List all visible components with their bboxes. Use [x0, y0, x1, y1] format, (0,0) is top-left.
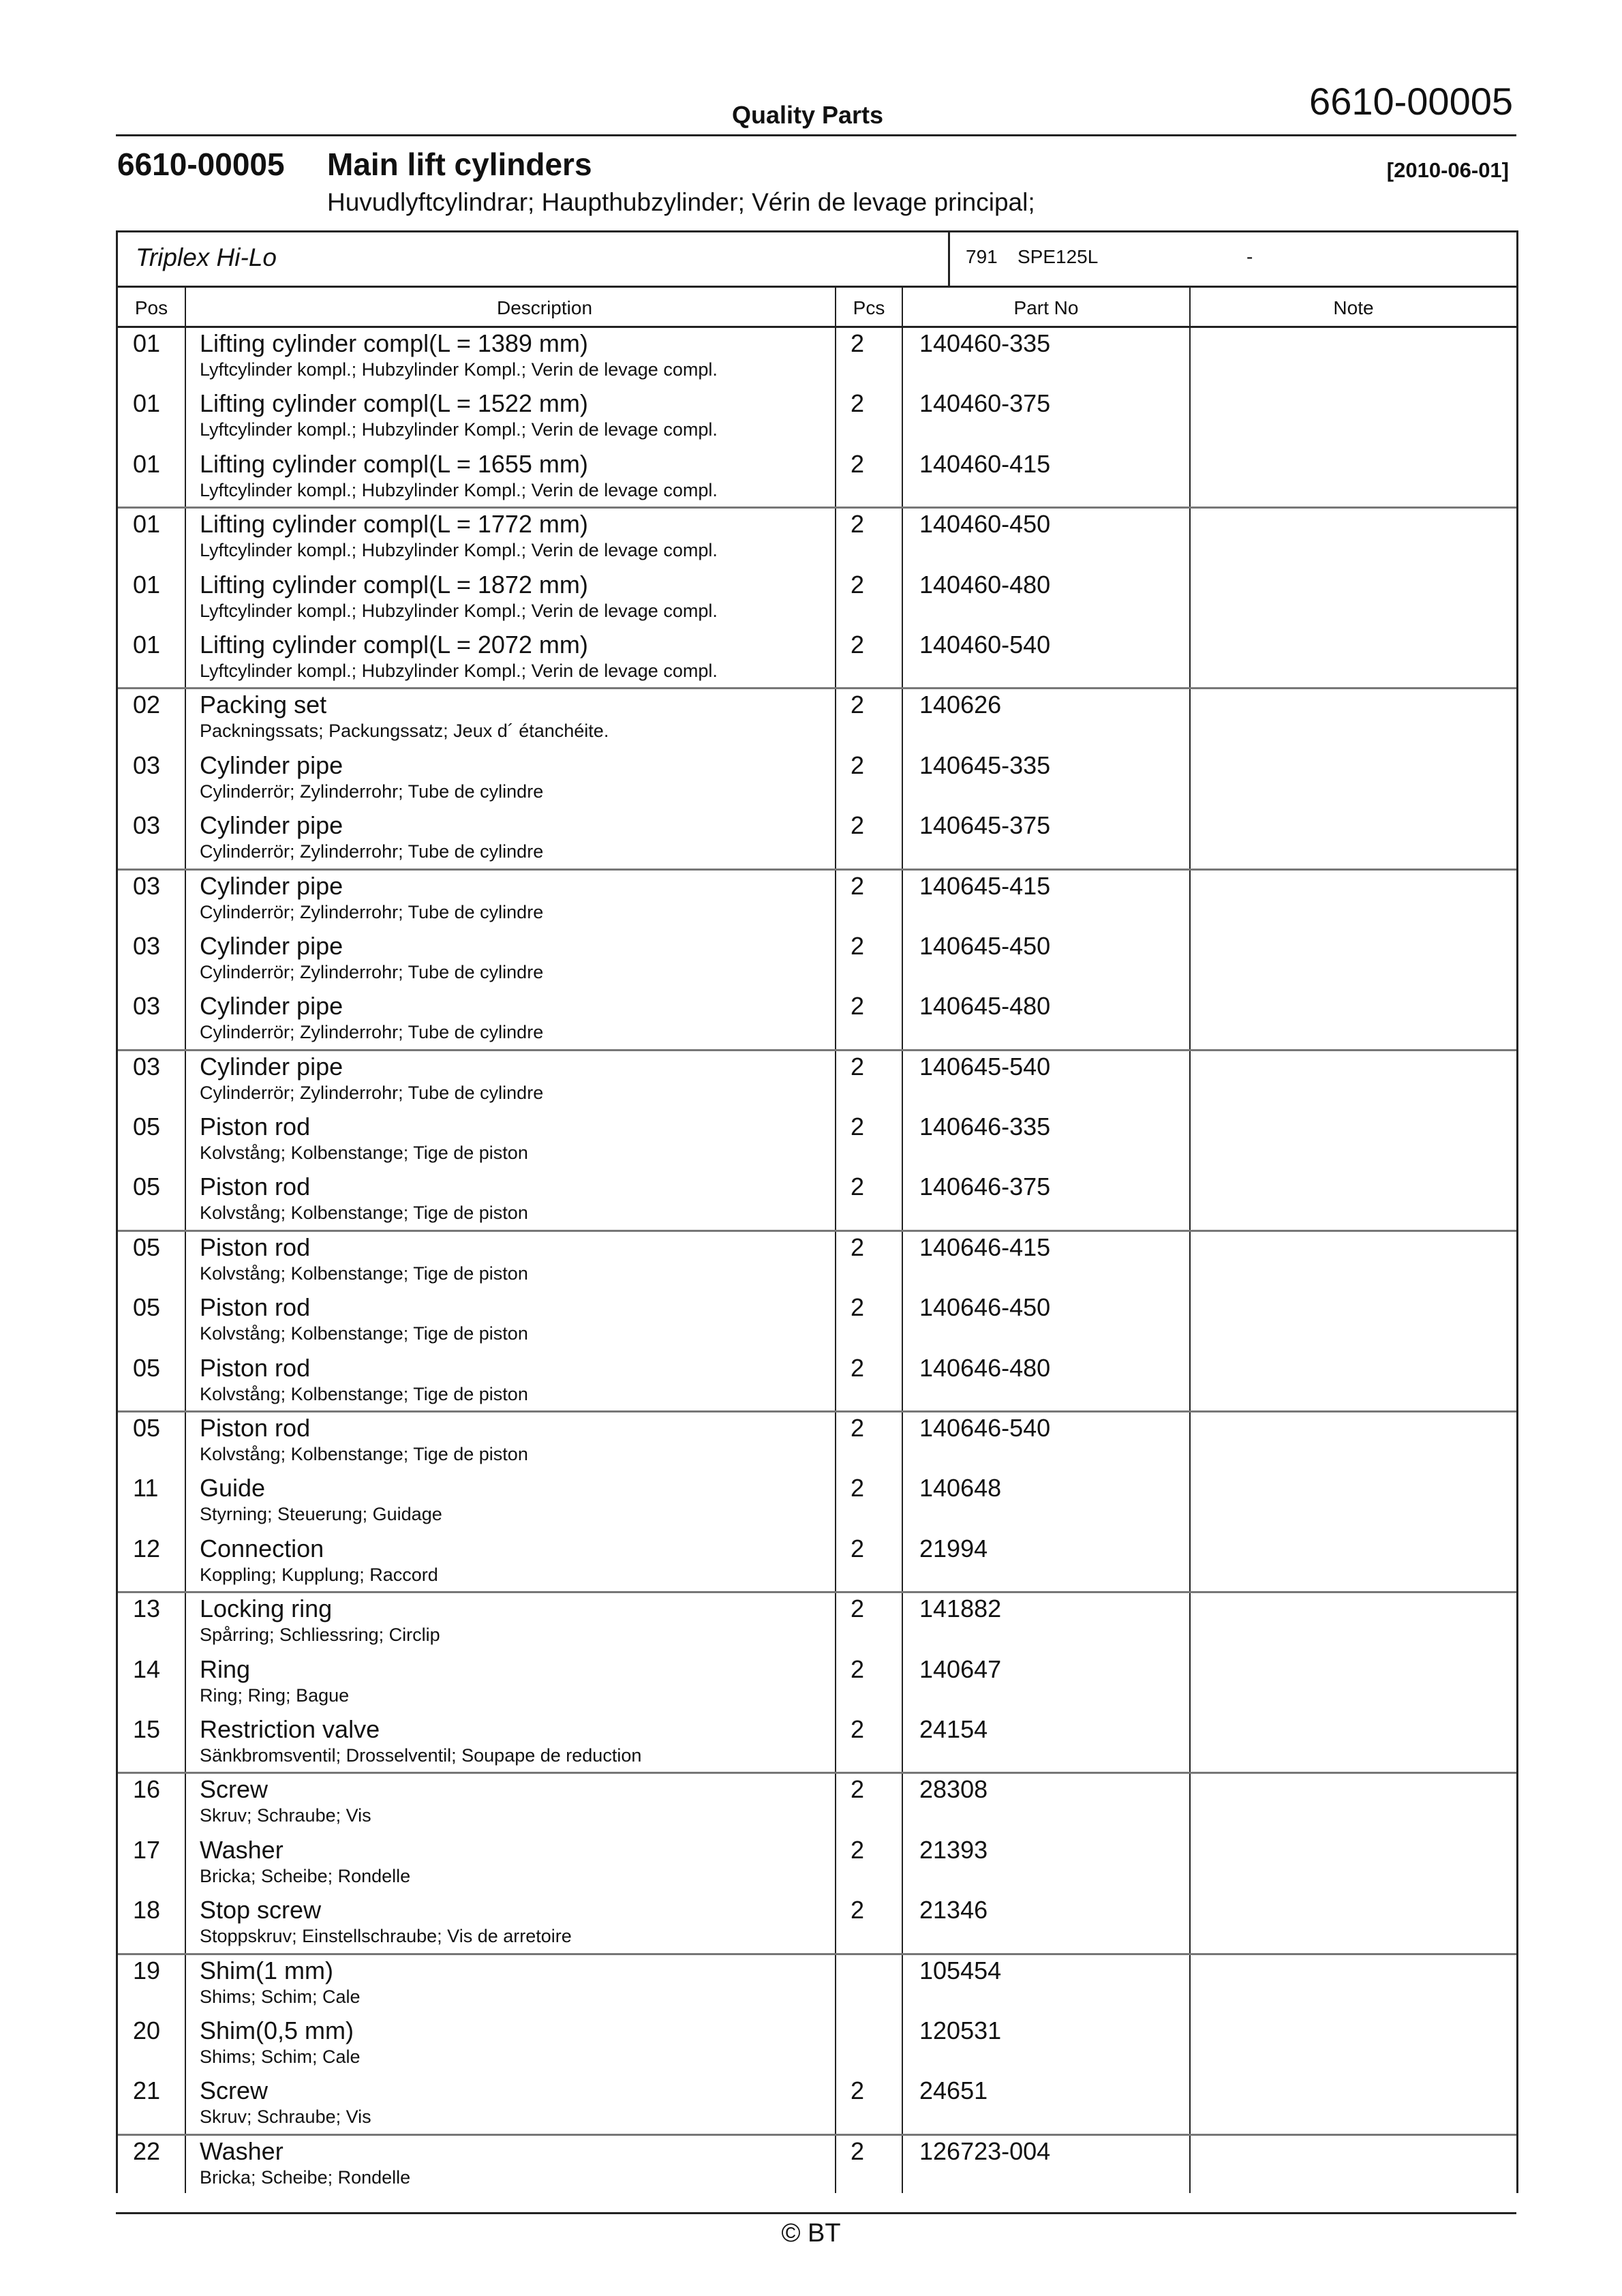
row-translations: Styrning; Steuerung; Guidage	[200, 1504, 442, 1525]
row-pcs: 2	[851, 1715, 865, 1743]
table-row	[118, 1171, 1516, 1231]
row-pcs: 2	[851, 329, 865, 357]
row-description: Lifting cylinder compl(L = 1655 mm)	[200, 449, 588, 478]
row-translations: Lyftcylinder kompl.; Hubzylinder Kompl.; Verin de levage compl.	[200, 540, 718, 561]
row-part-no: 24154	[919, 1715, 988, 1743]
model-row	[118, 232, 1516, 288]
row-part-no: 140645-480	[919, 992, 1051, 1021]
row-pcs: 2	[851, 1414, 865, 1442]
row-translations: Lyftcylinder kompl.; Hubzylinder Kompl.; Verin de levage compl.	[200, 419, 718, 440]
table-row	[118, 1413, 1516, 1472]
row-part-no: 140460-335	[919, 329, 1051, 357]
row-pcs: 2	[851, 811, 865, 840]
row-translations: Ring; Ring; Bague	[200, 1685, 350, 1706]
header-divider	[116, 134, 1516, 136]
row-pos: 05	[133, 1293, 161, 1322]
row-pcs: 2	[851, 510, 865, 539]
row-part-no: 126723-004	[919, 2136, 1051, 2165]
table-row	[118, 449, 1516, 509]
row-description: Lifting cylinder compl(L = 1522 mm)	[200, 389, 588, 418]
model-extra: -	[1246, 246, 1253, 267]
row-pos: 05	[133, 1173, 161, 1201]
row-translations: Cylinderrör; Zylinderrohr; Tube de cylindre	[200, 1022, 544, 1043]
row-pcs: 2	[851, 1534, 865, 1562]
row-part-no: 140648	[919, 1474, 1002, 1502]
row-pcs: 2	[851, 751, 865, 779]
table-row	[118, 569, 1516, 629]
row-description: Cylinder pipe	[200, 1052, 343, 1081]
row-description: Washer	[200, 1835, 284, 1864]
row-pcs: 2	[851, 1835, 865, 1864]
row-part-no: 140460-375	[919, 389, 1051, 418]
column-header-description: Description	[496, 297, 593, 318]
row-part-no: 24651	[919, 2076, 988, 2105]
row-part-no: 28308	[919, 1775, 988, 1804]
row-description: Locking ring	[200, 1595, 333, 1623]
row-pos: 01	[133, 570, 161, 599]
row-description: Packing set	[200, 691, 327, 719]
row-pos: 03	[133, 1052, 161, 1081]
row-translations: Kolvstång; Kolbenstange; Tige de piston	[200, 1323, 528, 1344]
row-translations: Lyftcylinder kompl.; Hubzylinder Kompl.; Verin de levage compl.	[200, 660, 718, 681]
row-description: Lifting cylinder compl(L = 1389 mm)	[200, 329, 588, 357]
row-part-no: 21393	[919, 1835, 988, 1864]
row-description: Shim(0,5 mm)	[200, 2016, 354, 2044]
row-description: Lifting cylinder compl(L = 2072 mm)	[200, 630, 588, 659]
row-part-no: 140626	[919, 691, 1002, 719]
table-row	[118, 991, 1516, 1051]
row-pos: 19	[133, 1956, 161, 1984]
row-pos: 05	[133, 1414, 161, 1442]
table-row	[118, 1955, 1516, 2015]
row-pcs: 2	[851, 1113, 865, 1141]
row-part-no: 140646-480	[919, 1353, 1051, 1382]
column-header-pcs: Pcs	[853, 297, 885, 318]
row-pos: 03	[133, 871, 161, 900]
row-part-no: 140460-480	[919, 570, 1051, 599]
row-description: Shim(1 mm)	[200, 1956, 333, 1984]
table-row	[118, 2075, 1516, 2135]
row-part-no: 140646-450	[919, 1293, 1051, 1322]
row-translations: Spårring; Schliessring; Circlip	[200, 1625, 440, 1646]
table-row	[118, 1353, 1516, 1413]
row-pos: 01	[133, 449, 161, 478]
table-row	[118, 1472, 1516, 1532]
table-row	[118, 1894, 1516, 1954]
row-description: Cylinder pipe	[200, 871, 343, 900]
column-header-part-no: Part No	[1013, 297, 1079, 318]
row-translations: Cylinderrör; Zylinderrohr; Tube de cylindre	[200, 841, 544, 862]
group-code: 6610-00005	[117, 147, 285, 182]
row-part-no: 140645-450	[919, 931, 1051, 960]
row-pos: 03	[133, 751, 161, 779]
row-translations: Packningssats; Packungssatz; Jeux d´ étanchéite.	[200, 721, 609, 742]
row-part-no: 140645-335	[919, 751, 1051, 779]
row-pos: 01	[133, 329, 161, 357]
row-pos: 12	[133, 1534, 161, 1562]
copyright: © BT	[781, 2219, 841, 2248]
row-part-no: 140645-540	[919, 1052, 1051, 1081]
row-pos: 21	[133, 2076, 161, 2105]
row-pcs: 2	[851, 1474, 865, 1502]
table-row	[118, 388, 1516, 448]
table-header	[118, 288, 1516, 328]
row-pos: 13	[133, 1595, 161, 1623]
row-translations: Cylinderrör; Zylinderrohr; Tube de cylindre	[200, 1082, 544, 1103]
row-description: Lifting cylinder compl(L = 1872 mm)	[200, 570, 588, 599]
row-pcs: 2	[851, 1655, 865, 1683]
row-translations: Kolvstång; Kolbenstange; Tige de piston	[200, 1263, 528, 1284]
row-part-no: 140646-540	[919, 1414, 1051, 1442]
row-description: Washer	[200, 2136, 284, 2165]
model-type: SPE125L	[1017, 246, 1099, 267]
table-row	[118, 328, 1516, 388]
row-pos: 03	[133, 992, 161, 1021]
row-part-no: 140645-415	[919, 871, 1051, 900]
table-row	[118, 1714, 1516, 1774]
row-pos: 01	[133, 510, 161, 539]
row-description: Piston rod	[200, 1414, 311, 1442]
row-pcs: 2	[851, 1233, 865, 1261]
row-pcs: 2	[851, 691, 865, 719]
row-translations: Skruv; Schraube; Vis	[200, 1805, 371, 1826]
row-pcs: 2	[851, 1775, 865, 1804]
row-pcs: 2	[851, 1293, 865, 1322]
revision-date: [2010-06-01]	[1386, 158, 1509, 182]
footer-divider	[116, 2212, 1516, 2214]
row-part-no: 140645-375	[919, 811, 1051, 840]
row-pcs: 2	[851, 570, 865, 599]
row-description: Cylinder pipe	[200, 751, 343, 779]
table-row	[118, 1593, 1516, 1653]
parts-table	[116, 230, 1518, 2193]
row-pos: 17	[133, 1835, 161, 1864]
row-pcs: 2	[851, 992, 865, 1021]
model-code: 791	[966, 246, 998, 267]
table-body	[118, 328, 1516, 2196]
table-row	[118, 689, 1516, 749]
column-header-note: Note	[1333, 297, 1374, 318]
row-translations: Kolvstång; Kolbenstange; Tige de piston	[200, 1383, 528, 1404]
row-pcs: 2	[851, 1595, 865, 1623]
table-row	[118, 1232, 1516, 1292]
row-pos: 16	[133, 1775, 161, 1804]
row-description: Ring	[200, 1655, 251, 1683]
table-row	[118, 2015, 1516, 2075]
row-translations: Lyftcylinder kompl.; Hubzylinder Kompl.; Verin de levage compl.	[200, 600, 718, 621]
row-part-no: 140460-450	[919, 510, 1051, 539]
row-description: Piston rod	[200, 1173, 311, 1201]
row-pos: 18	[133, 1896, 161, 1924]
row-translations: Sänkbromsventil; Drosselventil; Soupape de reduction	[200, 1744, 642, 1766]
row-translations: Kolvstång; Kolbenstange; Tige de piston	[200, 1143, 528, 1164]
table-row	[118, 810, 1516, 870]
table-row	[118, 1654, 1516, 1714]
row-description: Lifting cylinder compl(L = 1772 mm)	[200, 510, 588, 539]
row-description: Connection	[200, 1534, 324, 1562]
row-translations: Kolvstång; Kolbenstange; Tige de piston	[200, 1203, 528, 1224]
row-description: Piston rod	[200, 1353, 311, 1382]
row-pcs: 2	[851, 871, 865, 900]
row-translations: Skruv; Schraube; Vis	[200, 2106, 371, 2128]
row-part-no: 140646-415	[919, 1233, 1051, 1261]
table-row	[118, 1533, 1516, 1593]
row-pos: 02	[133, 691, 161, 719]
row-part-no: 140646-335	[919, 1113, 1051, 1141]
row-description: Cylinder pipe	[200, 992, 343, 1021]
table-row	[118, 1834, 1516, 1894]
table-row	[118, 629, 1516, 689]
row-part-no: 21346	[919, 1896, 988, 1924]
row-part-no: 21994	[919, 1534, 988, 1562]
row-pos: 05	[133, 1113, 161, 1141]
row-description: Screw	[200, 2076, 269, 2105]
row-translations: Cylinderrör; Zylinderrohr; Tube de cylindre	[200, 781, 544, 802]
row-pcs: 2	[851, 449, 865, 478]
row-pcs: 2	[851, 1896, 865, 1924]
row-pos: 20	[133, 2016, 161, 2044]
section-heading: Quality Parts	[731, 101, 884, 129]
row-description: Cylinder pipe	[200, 931, 343, 960]
table-row	[118, 931, 1516, 991]
row-description: Stop screw	[200, 1896, 322, 1924]
title-translations: Huvudlyftcylindrar; Haupthubzylinder; Vérin de levage principal;	[327, 188, 1035, 216]
row-description: Restriction valve	[200, 1715, 380, 1743]
row-translations: Lyftcylinder kompl.; Hubzylinder Kompl.; Verin de levage compl.	[200, 359, 718, 380]
row-pos: 14	[133, 1655, 161, 1683]
row-translations: Cylinderrör; Zylinderrohr; Tube de cylindre	[200, 901, 544, 922]
table-row	[118, 2136, 1516, 2196]
row-pos: 03	[133, 931, 161, 960]
row-pos: 22	[133, 2136, 161, 2165]
row-description: Piston rod	[200, 1233, 311, 1261]
row-description: Cylinder pipe	[200, 811, 343, 840]
row-pcs: 2	[851, 630, 865, 659]
row-pcs: 2	[851, 931, 865, 960]
document-number: 6610-00005	[1309, 80, 1513, 123]
row-translations: Bricka; Scheibe; Rondelle	[200, 1865, 411, 1886]
row-pos: 05	[133, 1353, 161, 1382]
row-translations: Bricka; Scheibe; Rondelle	[200, 2166, 411, 2188]
row-pos: 01	[133, 630, 161, 659]
row-pos: 15	[133, 1715, 161, 1743]
row-translations: Cylinderrör; Zylinderrohr; Tube de cylindre	[200, 961, 544, 982]
table-row	[118, 509, 1516, 569]
row-translations: Kolvstång; Kolbenstange; Tige de piston	[200, 1444, 528, 1465]
row-translations: Koppling; Kupplung; Raccord	[200, 1564, 438, 1585]
row-translations: Shims; Schim; Cale	[200, 2046, 361, 2067]
table-row	[118, 871, 1516, 931]
model-name: Triplex Hi-Lo	[136, 243, 277, 271]
row-pos: 01	[133, 389, 161, 418]
row-translations: Stoppskruv; Einstellschraube; Vis de arretoire	[200, 1926, 572, 1947]
row-translations: Shims; Schim; Cale	[200, 1986, 361, 2007]
row-pcs: 2	[851, 1052, 865, 1081]
row-description: Screw	[200, 1775, 269, 1804]
row-pos: 11	[133, 1474, 159, 1502]
row-pcs: 2	[851, 1173, 865, 1201]
row-pcs: 2	[851, 2136, 865, 2165]
row-part-no: 141882	[919, 1595, 1002, 1623]
row-pcs: 2	[851, 389, 865, 418]
table-row	[118, 1051, 1516, 1111]
row-translations: Lyftcylinder kompl.; Hubzylinder Kompl.; Verin de levage compl.	[200, 479, 718, 500]
row-part-no: 105454	[919, 1956, 1002, 1984]
row-part-no: 140646-375	[919, 1173, 1051, 1201]
row-pos: 03	[133, 811, 161, 840]
table-row	[118, 1292, 1516, 1352]
page-title: Main lift cylinders	[327, 147, 592, 182]
model-separator	[948, 232, 950, 286]
row-description: Piston rod	[200, 1113, 311, 1141]
table-row	[118, 1774, 1516, 1834]
row-pcs: 2	[851, 2076, 865, 2105]
row-part-no: 120531	[919, 2016, 1002, 2044]
table-row	[118, 750, 1516, 810]
row-description: Piston rod	[200, 1293, 311, 1322]
row-part-no: 140647	[919, 1655, 1002, 1683]
row-pcs: 2	[851, 1353, 865, 1382]
row-part-no: 140460-415	[919, 449, 1051, 478]
row-description: Guide	[200, 1474, 266, 1502]
row-part-no: 140460-540	[919, 630, 1051, 659]
row-pos: 05	[133, 1233, 161, 1261]
column-header-pos: Pos	[134, 297, 168, 318]
table-row	[118, 1111, 1516, 1171]
